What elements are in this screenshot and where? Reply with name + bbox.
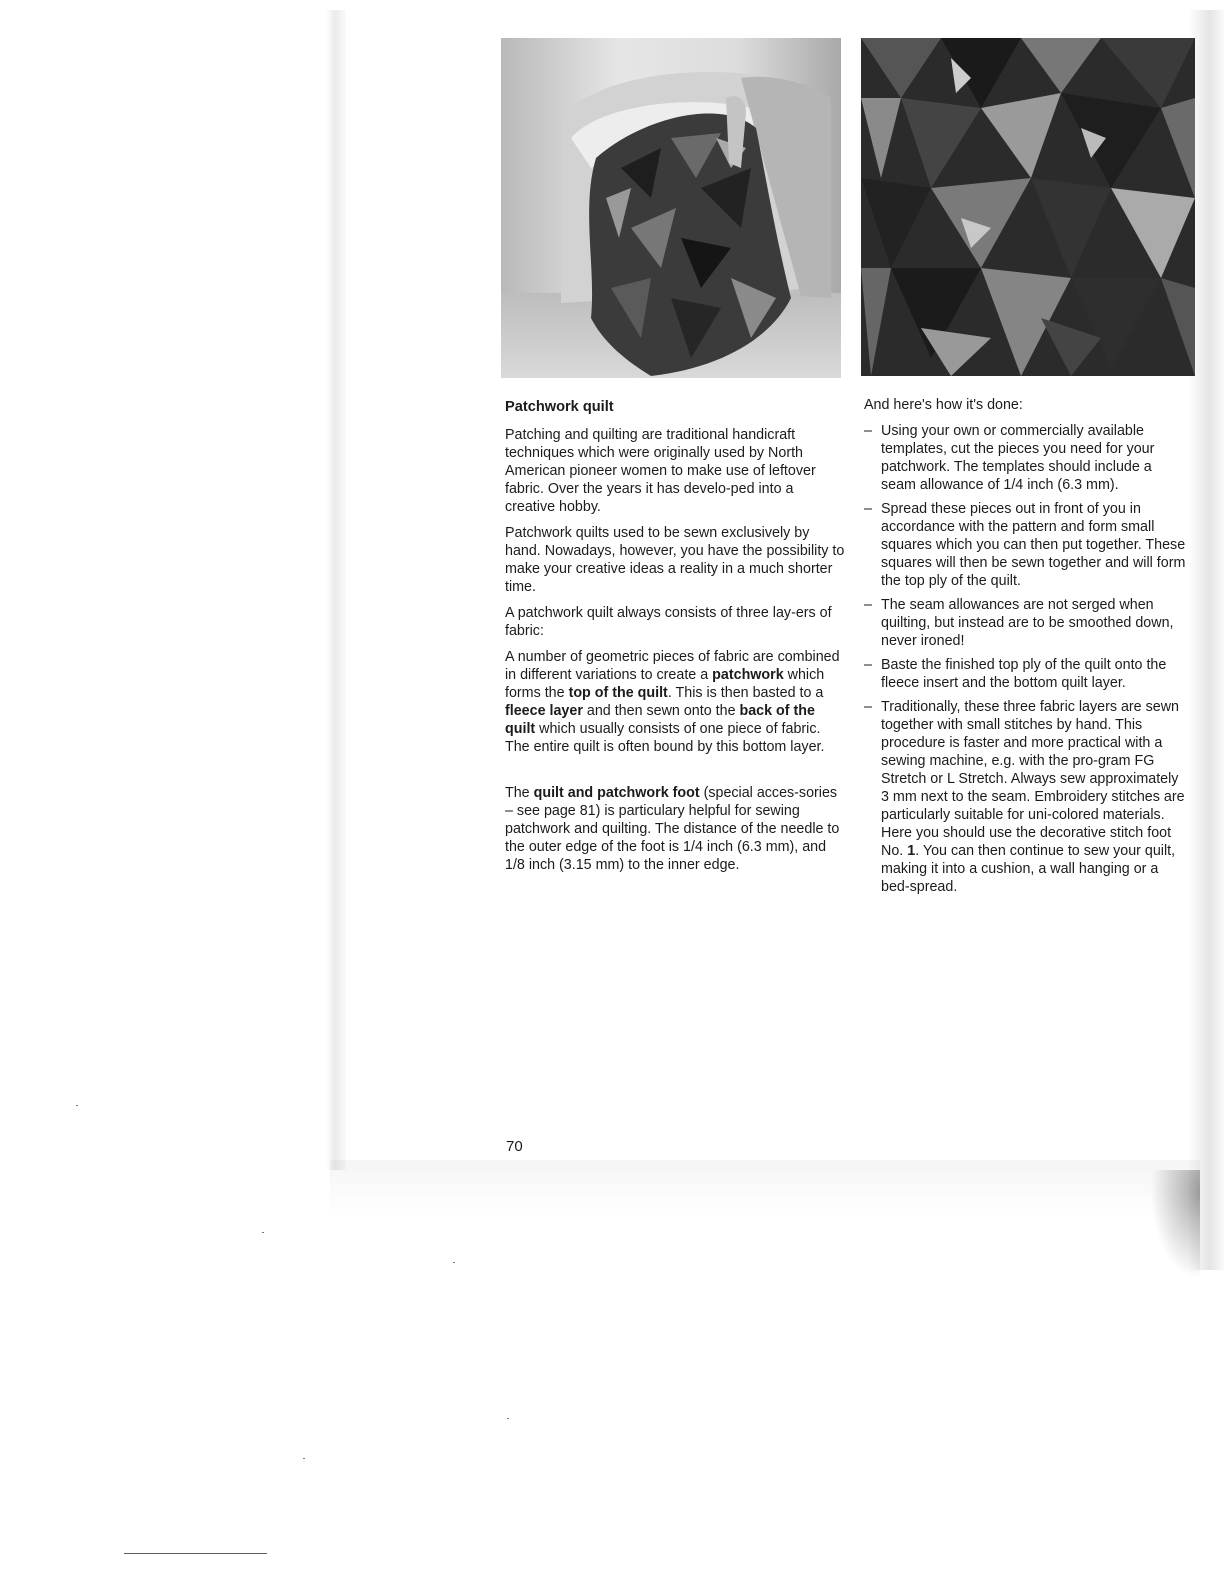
scan-shadow-left — [326, 10, 346, 1170]
layers-description-paragraph: A number of geometric pieces of fabric are combined in different variations to create a patchwork which forms the top of the quilt. This is then basted to a fleece layer and then sewn onto the back of the quilt which usually consists of one piece of fabric. The entire quilt is often bound by this bottom layer. — [505, 649, 840, 755]
steps-list — [864, 422, 1190, 896]
page-number: 70 — [506, 1138, 523, 1155]
scan-speck — [303, 1458, 305, 1459]
scan-speck — [76, 1105, 78, 1106]
scan-shadow-corner — [1150, 1170, 1200, 1280]
step-item: – Traditionally, these three fabric layers are sewn together with small stitches by hand. This procedure is faster and more practical with a sewing machine, e.g. with the pro-gram FG Stretch or L Stretch. Always sew approximately 3 mm next to the seam. Embroidery stitches are particularly suitable for uni-colored materials. Here you should use the decorative stitch foot No. 1. You can then continue to sew your quilt, making it into a cushion, a wall hanging or a bed-spread. — [864, 698, 1190, 896]
scan-speck — [453, 1262, 455, 1263]
step-item: – Baste the finished top ply of the quilt onto the fleece insert and the bottom quilt layer. — [864, 656, 1190, 692]
paragraph-spacer — [505, 764, 845, 784]
step-item: – Spread these pieces out in front of you in accordance with the pattern and form small squares which you can then put together. These squares will then be sewn together and will form the top ply of the quilt. — [864, 500, 1190, 590]
scan-speck — [507, 1418, 509, 1419]
scan-shadow-bottom — [330, 1160, 1200, 1220]
quilt-on-chair-photo — [501, 38, 841, 378]
steps-intro: And here's how it's done: — [864, 397, 1023, 413]
scan-speck — [262, 1232, 264, 1233]
footer-rule — [124, 1553, 267, 1554]
step-item: – Using your own or commercially available templates, cut the pieces you need for your patchwork. The templates should include a seam allowance of 1/4 inch (6.3 mm). — [864, 422, 1190, 494]
step-item: – The seam allowances are not serged when quilting, but instead are to be smoothed down, never ironed! — [864, 596, 1190, 650]
section-heading: Patchwork quilt — [505, 399, 614, 415]
intro-paragraph: Patching and quilting are traditional handicraft techniques which were originally used by North American pioneer women to make use of leftover fabric. Over the years it has develo-ped into a creative hobby. — [505, 427, 816, 515]
quilt-foot-paragraph: The quilt and patchwork foot (special acces-sories – see page 81) is particulary helpful for sewing patchwork and quilting. The distance of the needle to the outer edge of the foot is 1/4 inch (6.3 mm), and 1/8 inch (3.15 mm) to the inner edge. — [505, 785, 840, 873]
patchwork-closeup-photo — [861, 38, 1195, 376]
layers-intro-paragraph: A patchwork quilt always consists of three lay-ers of fabric: — [505, 605, 832, 639]
left-text-column — [505, 398, 845, 882]
handsewing-paragraph: Patchwork quilts used to be sewn exclusively by hand. Nowadays, however, you have the possibility to make your creative ideas a reality in a much shorter time. — [505, 525, 845, 595]
right-text-column — [864, 396, 1190, 902]
